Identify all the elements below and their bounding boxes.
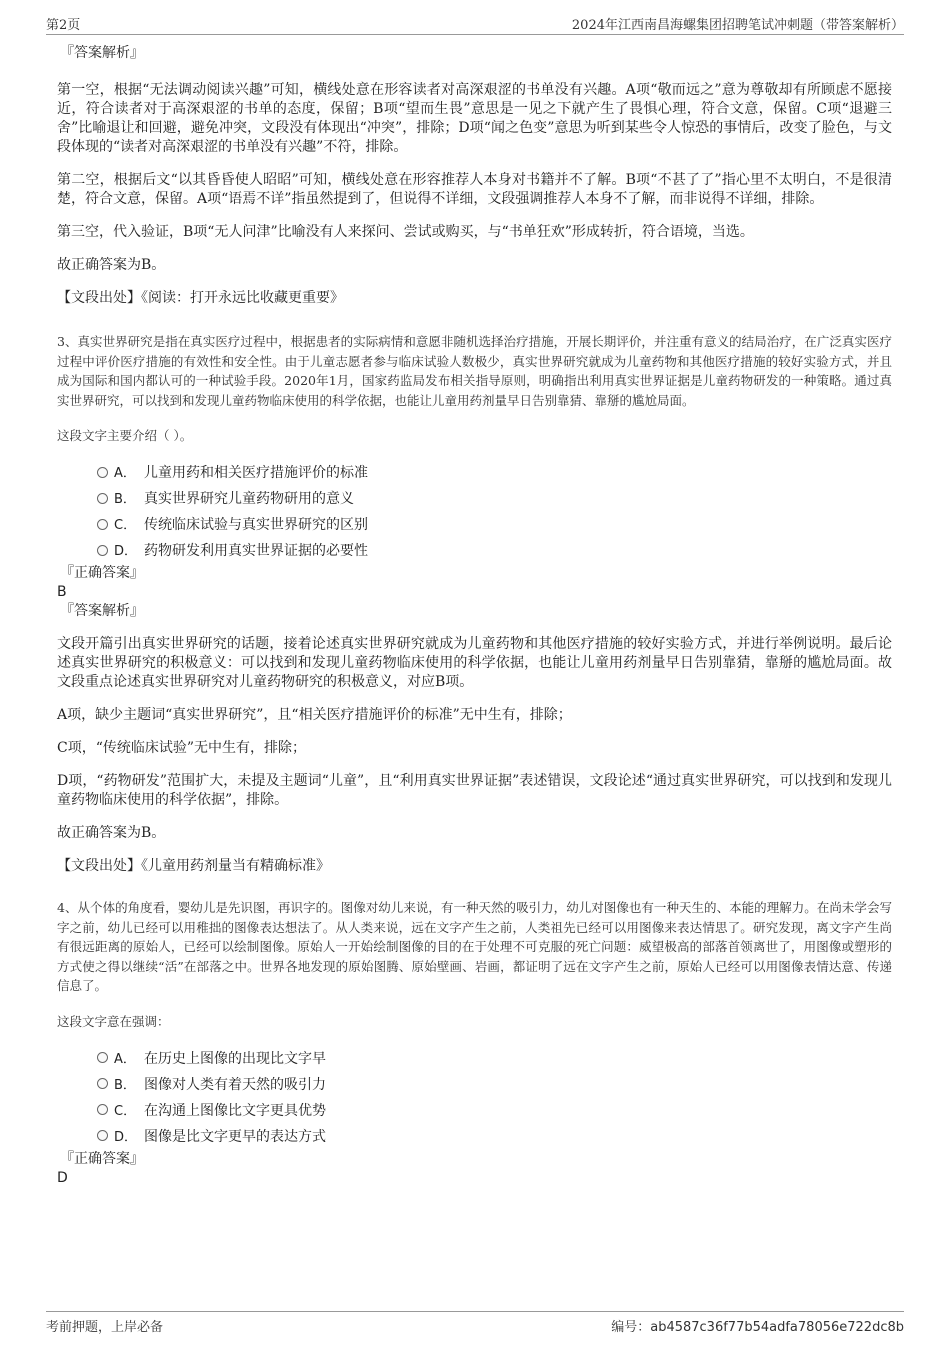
q4-option-c[interactable]: C． 在沟通上图像比文字更具优势 [97,1098,892,1124]
radio-icon[interactable] [97,1104,108,1115]
q3-option-b[interactable]: B． 真实世界研究儿童药物研用的意义 [97,486,892,512]
q3-analysis-paragraph: 文段开篇引出真实世界研究的话题，接着论述真实世界研究就成为儿童药物和其他医疗措施的较好实验方式，并进行举例说明。最后论述真实世界研究的积极意义：可以找到和发现儿童药物临床使用的科学依据，也能让儿童用药剂量早日告别靠猜，靠掰的尴尬局面。故文段重点论述真实世界研究对儿童药物研究的积极意义，对应B项。 [57,636,892,690]
q3-option-c[interactable]: C． 传统临床试验与真实世界研究的区别 [97,512,892,538]
radio-icon[interactable] [97,1130,108,1141]
q3-answer: B [57,584,67,600]
footer-slogan: 考前押题，上岸必备 [46,1320,164,1335]
q4-prompt: 这段文字意在强调： [57,1013,170,1029]
page-header [46,12,904,35]
q4-option-b[interactable]: B． 图像对人类有着天然的吸引力 [97,1072,892,1098]
radio-icon[interactable] [97,519,108,530]
page-footer [46,1311,904,1336]
q2-source: 【文段出处】《阅读：打开永远比收藏更重要》 [57,290,344,306]
radio-icon[interactable] [97,1078,108,1089]
q3-source: 【文段出处】《儿童用药剂量当有精确标准》 [57,858,330,874]
q4-option-d[interactable]: D． 图像是比文字更早的表达方式 [97,1124,892,1150]
document-title: 2024年江西南昌海螺集团招聘笔试冲刺题（带答案解析） [571,18,904,33]
q2-analysis-paragraph: 第一空，根据“无法调动阅读兴趣”可知，横线处意在形容读者对高深艰涩的书单没有兴趣。A项“敬而远之”意为尊敬却有所顾虑不愿接近，符合读者对于高深艰涩的书单的态度，保留；B项“望而生畏”意思是一见之下就产生了畏惧心理，符合文意，保留。C项“退避三舍”比喻退让和回避，避免冲突，文段没有体现出“冲突”，排除；D项“闻之色变”意思为听到某些令人惊恐的事情后，改变了脸色，与文段体现的“读者对高深艰涩的书单没有兴趣”不符，排除。 [57,82,892,155]
document-code [611,1316,904,1335]
q3-answer-label: 『正确答案』 [60,565,144,581]
q3-analysis-paragraph: D项，“药物研发”范围扩大，未提及主题词“儿童”，且“利用真实世界证据”表述错误，文段论述“通过真实世界研究，可以找到和发现儿童药物临床使用的科学依据”，排除。 [57,773,892,808]
q3-option-a[interactable]: A． 儿童用药和相关医疗措施评价的标准 [97,460,892,486]
radio-icon[interactable] [97,545,108,556]
q4-answer: D [57,1169,68,1186]
radio-icon[interactable] [97,467,108,478]
q3-analysis-paragraph: C项，“传统临床试验”无中生有，排除； [57,740,307,756]
code-value: ab4587c36f77b54adfa78056e722dc8b [650,1320,904,1335]
page-content [57,44,892,1188]
q3-stem: 3、真实世界研究是指在真实医疗过程中，根据患者的实际病情和意愿非随机选择治疗措施，开展长期评价，并注重有意义的结局治疗，在广泛真实医疗过程中评价医疗措施的有效性和安全性。由于儿童志愿者参与临床试验人数极少，真实世界研究就成为儿童药物和其他医疗措施的较好实验方式，并且成为国际和国内都认可的一种试验手段。2020年1月，国家药监局发布相关指导原则，明确指出利用真实世界证据是儿童药物研发的一种策略。通过真实世界研究，可以找到和发现儿童药物临床使用的科学依据，也能让儿童用药剂量早日告别靠猜、靠掰的尴尬局面。 [57,334,892,408]
q3-options [57,460,892,564]
q4-options [57,1046,892,1150]
q3-conclusion: 故正确答案为B。 [57,825,166,841]
q3-analysis-label: 『答案解析』 [60,603,144,619]
q2-analysis-paragraph: 第二空，根据后文“以其昏昏使人昭昭”可知，横线处意在形容推荐人本身对书籍并不了解。B项“不甚了了”指心里不太明白，不是很清楚，符合文意，保留。A项“语焉不详”指虽然提到了，但说得不详细，文段强调推荐人本身不了解，而非说得不详细，排除。 [57,172,892,207]
q4-stem: 4、从个体的角度看，婴幼儿是先识图，再识字的。图像对幼儿来说，有一种天然的吸引力，幼儿对图像也有一种天生的、本能的理解力。在尚未学会写字之前，幼儿已经可以用稚拙的图像表达想法了。从人类来说，远在文字产生之前，人类祖先已经可以用图像来表达情思了。研究发现，离文字产生尚有很远距离的原始人，已经可以绘制图像。原始人一开始绘制图像的目的在于处理不可克服的死亡问题：威望极高的部落首领离世了，用图像或塑形的方式使之得以继续“活”在部落之中。世界各地发现的原始图腾、原始壁画、岩画，都证明了远在文字产生之前，原始人已经可以用图像表情达意、传递信息了。 [57,900,892,993]
q3-prompt: 这段文字主要介绍（ ）。 [57,428,193,443]
q4-option-a[interactable]: A． 在历史上图像的出现比文字早 [97,1046,892,1072]
q2-analysis-paragraph: 第三空，代入验证，B项“无人问津”比喻没有人来探问、尝试或购买，与“书单狂欢”形成转折，符合语境，当选。 [57,224,754,240]
q2-conclusion: 故正确答案为B。 [57,257,166,273]
q2-analysis-label: 『答案解析』 [60,45,144,61]
q3-analysis-paragraph: A项，缺少主题词“真实世界研究”，且“相关医疗措施评价的标准”无中生有，排除； [57,707,572,723]
q4-answer-label: 『正确答案』 [60,1150,144,1167]
page-number: 第2页 [46,18,81,33]
radio-icon[interactable] [97,493,108,504]
q3-option-d[interactable]: D． 药物研发利用真实世界证据的必要性 [97,538,892,564]
code-label: 编号： [611,1320,651,1335]
radio-icon[interactable] [97,1052,108,1063]
